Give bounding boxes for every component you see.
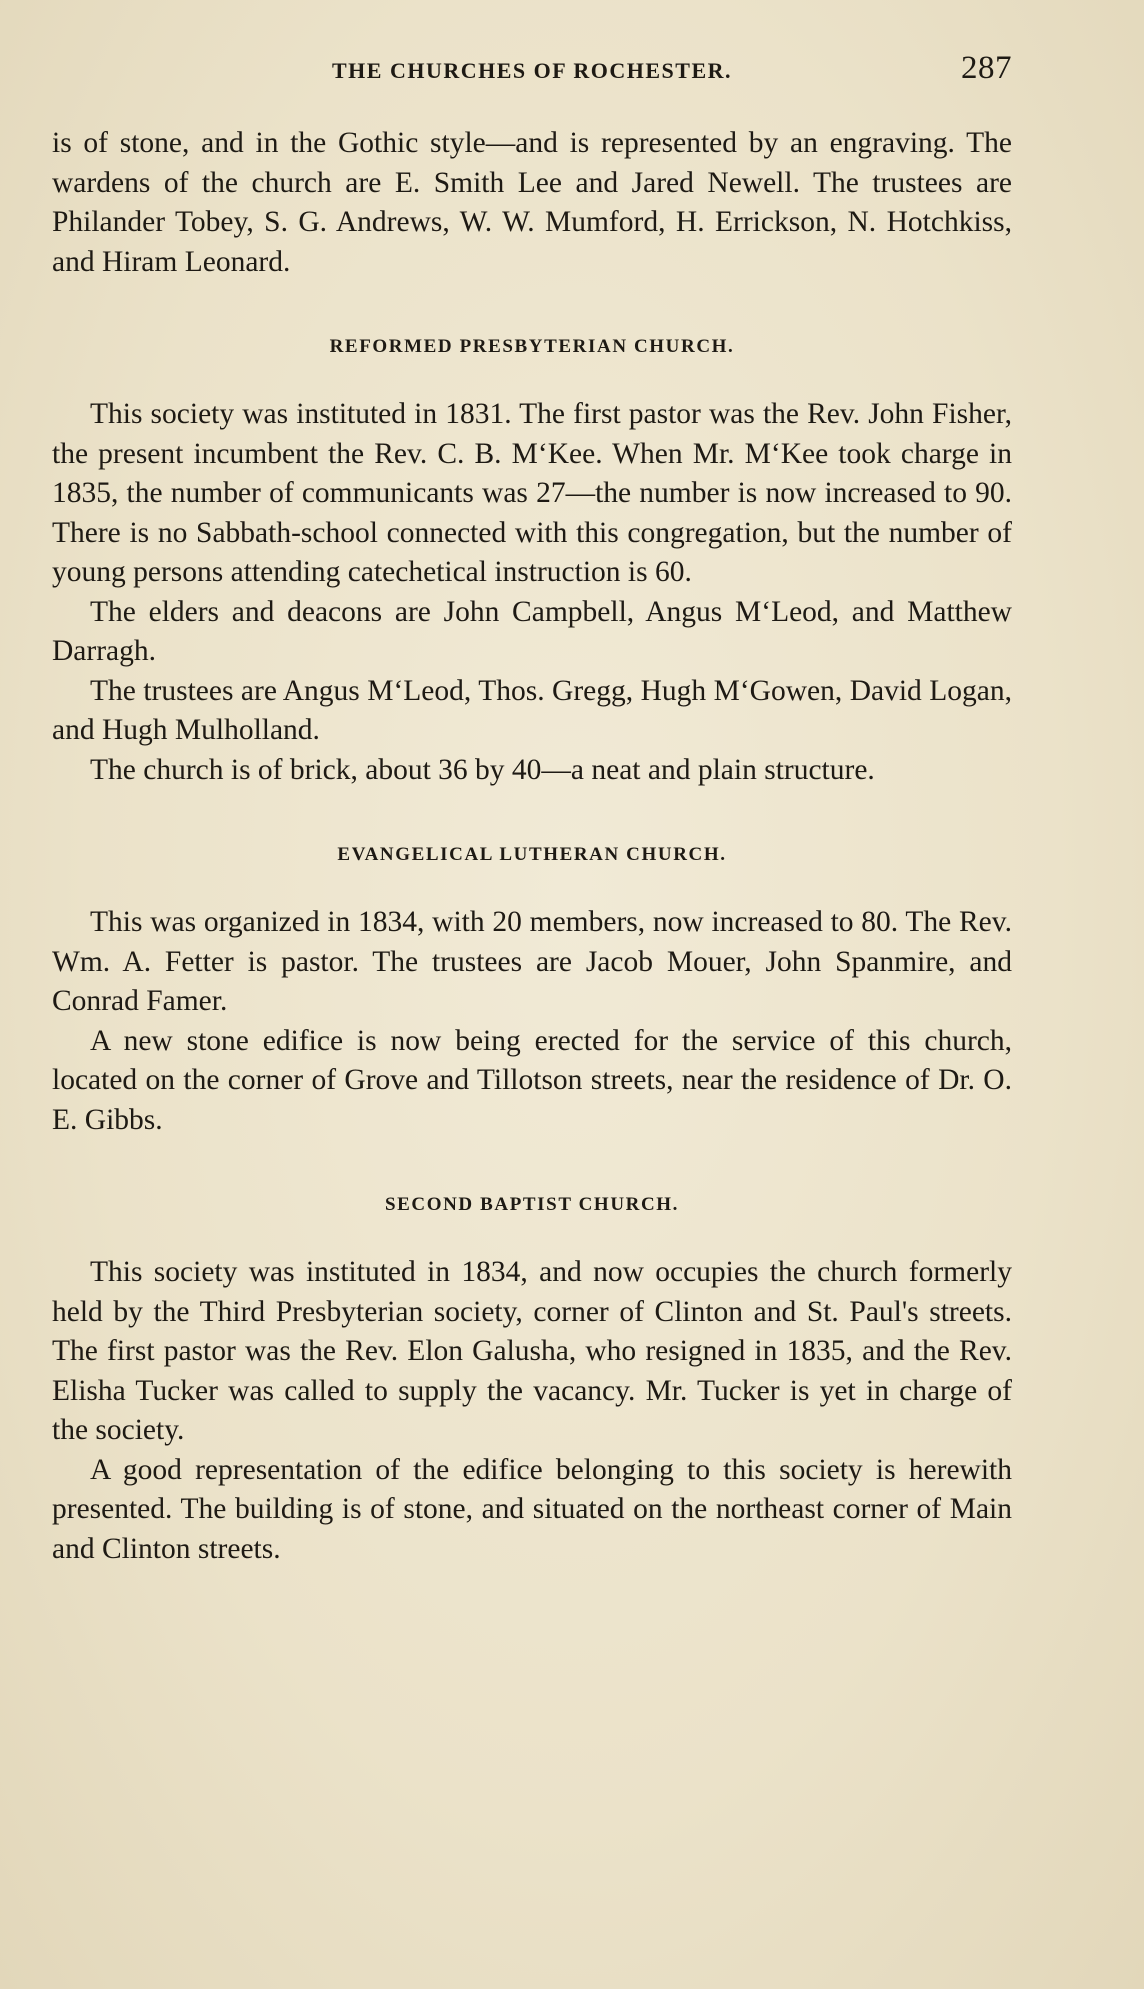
- page-content: [52, 124, 1012, 1569]
- section-heading-evangelical-lutheran: EVANGELICAL LUTHERAN CHURCH.: [337, 844, 727, 865]
- paragraph: A good representation of the edifice belonging to this society is herewith presented. The building is of stone, and situated on the northeast corner of Main and Clinton streets.: [52, 1453, 1012, 1565]
- section-heading-reformed-presbyterian: REFORMED PRESBYTERIAN CHURCH.: [329, 336, 735, 357]
- paragraph: The church is of brick, about 36 by 40—a neat and plain structure.: [90, 753, 875, 786]
- paragraph: This was organized in 1834, with 20 members, now increased to 80. The Rev. Wm. A. Fetter is pastor. The trustees are Jacob Mouer, John Spanmire, and Conrad Famer.: [52, 906, 1012, 1017]
- paragraph: The trustees are Angus M‘Leod, Thos. Gregg, Hugh M‘Gowen, David Logan, and Hugh Mulholland.: [52, 674, 1012, 746]
- opening-paragraph: is of stone, and in the Gothic style—and is represented by an engraving. The wardens of the church are E. Smith Lee and Jared Newell. The trustees are Philander Tobey, S. G. Andrews, W. W. Mumford, H. Errickson, N. Hotchkiss, and Hiram Leonard.: [52, 127, 1012, 278]
- running-title: THE CHURCHES OF ROCHESTER.: [331, 58, 733, 83]
- running-head: [52, 50, 1012, 94]
- paragraph: A new stone edifice is now being erected for the service of this church, located on the corner of Grove and Tillotson streets, near the residence of Dr. O. E. Gibbs.: [52, 1024, 1012, 1136]
- page-number: 287: [961, 50, 1012, 86]
- paragraph: The elders and deacons are John Campbell, Angus M‘Leod, and Matthew Darragh.: [52, 595, 1012, 667]
- paragraph: This society was instituted in 1834, and now occupies the church formerly held by the Third Presbyterian society, corner of Clinton and St. Paul's streets. The first pastor was the Rev. Elon Galusha, who resigned in 1835, and the Rev. Elisha Tucker was called to supply the vacancy. Mr. Tucker is yet in charge of the society.: [52, 1256, 1012, 1446]
- paragraph: This society was instituted in 1831. The first pastor was the Rev. John Fisher, the present incumbent the Rev. C. B. M‘Kee. When Mr. M‘Kee took charge in 1835, the number of communicants was 27—the number is now increased to 90. There is no Sabbath-school connected with this congregation, but the number of young persons attending catechetical instruction is 60.: [52, 398, 1012, 588]
- section-heading-second-baptist: SECOND BAPTIST CHURCH.: [384, 1194, 680, 1215]
